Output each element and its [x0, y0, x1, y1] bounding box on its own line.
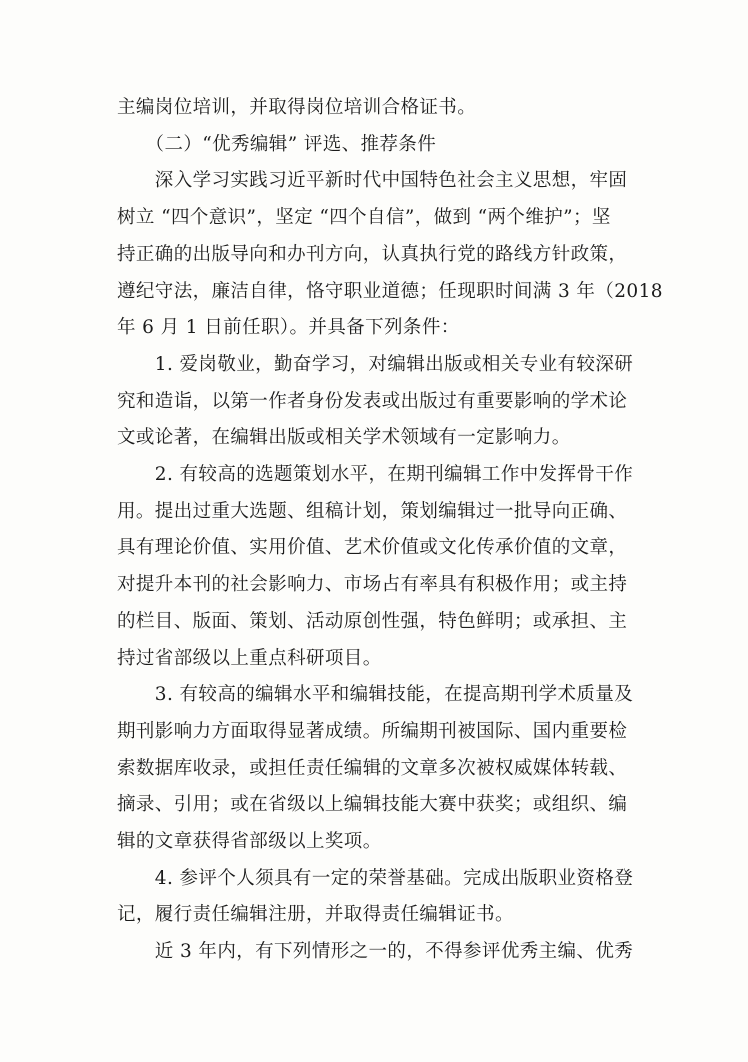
text-line-item-3: 3. 有较高的编辑水平和编辑技能，在提高期刊学术质量及 — [117, 684, 634, 706]
text-line: 文或论著，在编辑出版或相关学术领域有一定影响力。 — [117, 427, 571, 449]
text-line-disqualification: 近 3 年内，有下列情形之一的，不得参评优秀主编、优秀 — [117, 941, 634, 963]
text-line: 深入学习实践习近平新时代中国特色社会主义思想，牢固 — [117, 170, 628, 192]
text-line: 究和造诣，以第一作者身份发表或出版过有重要影响的学术论 — [117, 390, 628, 412]
text-line-item-1: 1. 爱岗敬业，勤奋学习，对编辑出版或相关专业有较深研 — [117, 353, 634, 375]
text-line-item-2: 2. 有较高的选题策划水平，在期刊编辑工作中发挥骨干作 — [117, 464, 634, 486]
text-line: 索数据库收录，或担任责任编辑的文章多次被权威媒体转载、 — [117, 757, 628, 779]
text-line: 的栏目、版面、策划、活动原创性强，特色鲜明；或承担、主 — [117, 610, 628, 632]
document-body — [117, 90, 663, 971]
section-heading-excellent-editor: （二）“优秀编辑” 评选、推荐条件 — [117, 133, 437, 155]
text-line: 摘录、引用；或在省级以上编辑技能大赛中获奖；或组织、编 — [117, 794, 628, 816]
text-line: 持正确的出版导向和办刊方向，认真执行党的路线方针政策， — [117, 243, 628, 265]
text-line-continuation: 主编岗位培训，并取得岗位培训合格证书。 — [117, 97, 477, 118]
text-line: 树立 “四个意识”，坚定 “四个自信”，做到 “两个维护”；坚 — [117, 207, 611, 229]
text-line: 年 6 月 1 日前任职）。并具备下列条件： — [117, 317, 460, 339]
text-line: 遵纪守法，廉洁自律，恪守职业道德；任现职时间满 3 年（2018 — [117, 280, 663, 302]
text-line: 对提升本刊的社会影响力、市场占有率具有积极作用；或主持 — [117, 574, 628, 596]
text-line: 具有理论价值、实用价值、艺术价值或文化传承价值的文章， — [117, 537, 628, 559]
text-line: 持过省部级以上重点科研项目。 — [117, 647, 382, 669]
text-line: 辑的文章获得省部级以上奖项。 — [117, 831, 382, 853]
text-line: 用。提出过重大选题、组稿计划，策划编辑过一批导向正确、 — [117, 500, 628, 522]
text-line: 记，履行责任编辑注册，并取得责任编辑证书。 — [117, 904, 514, 926]
text-line-item-4: 4. 参评个人须具有一定的荣誉基础。完成出版职业资格登 — [117, 867, 634, 889]
text-line: 期刊影响力方面取得显著成绩。所编期刊被国际、国内重要检 — [117, 720, 628, 742]
